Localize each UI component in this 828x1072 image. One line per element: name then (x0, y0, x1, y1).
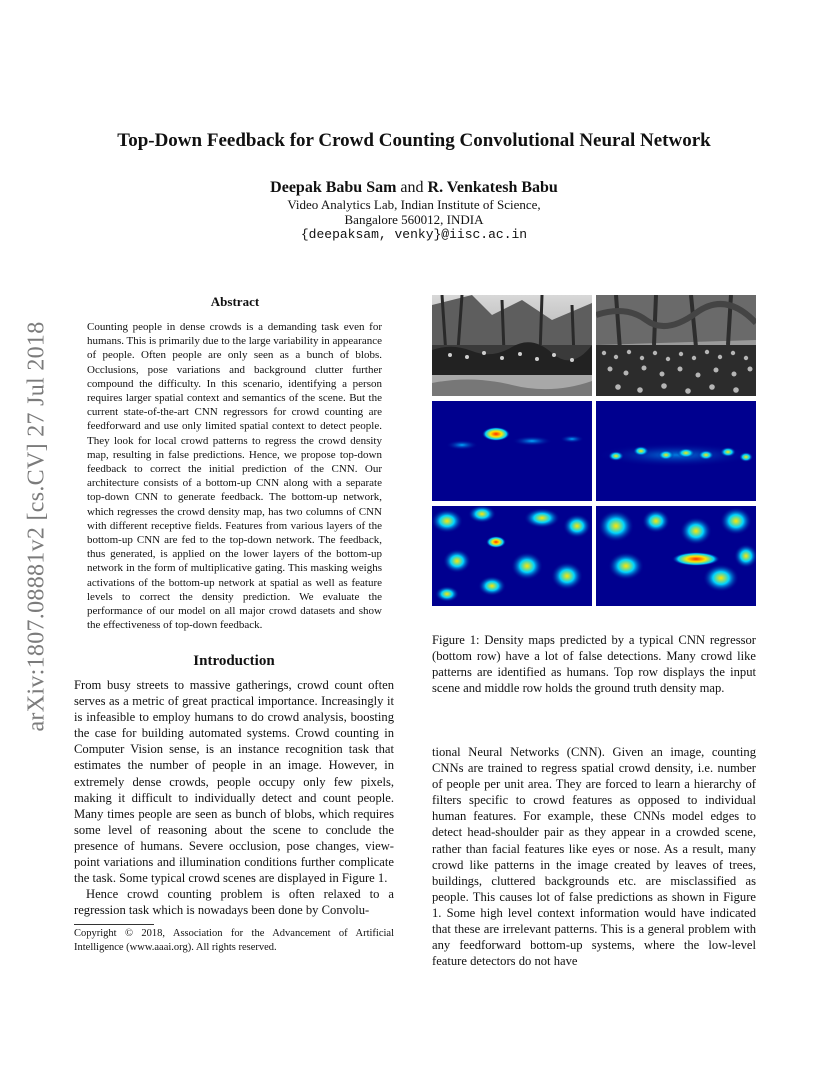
intro-paragraph-1: From busy streets to massive gatherings, crowd count often serves as a metric of great practical importance. Increasingly it is infeasible to employ humans to do crowd analysis, boosting the case for building automated systems. Crowd counting in Computer Vision sense, is an instance recognition task that estimates the number of people in an image. However, in extremely dense crowds, people occupy only few pixels, making it difficult to individually detect and count people. Many times people are seen as bunch of blobs, which requires some level of reasoning about the scene to conclude the presence of humans. Severe occlusion, pose changes, view-point variations and illumination conditions further complicate the task. Some typical crowd scenes are displayed in Figure 1. (74, 678, 394, 886)
ground-truth-density-left (432, 401, 592, 501)
paper-title: Top-Down Feedback for Crowd Counting Convolutional Neural Network (117, 130, 711, 151)
author-2: R. Venkatesh Babu (427, 179, 558, 196)
input-scene-right (596, 295, 756, 396)
footnote-rule (74, 924, 154, 925)
right-column-paragraph: tional Neural Networks (CNN). Given an image, counting CNNs are trained to regress spatial crowd density, i.e. number of people per unit area. They are forced to learn a hierarchy of filters specific to crowd features as opposed to individual human features. For example, these CNNs model edges to detect head-shoulder pair as they appear in a crowded scene, rather than facial features like eyes or nose. As a result, many crowd like patterns in the image created by leaves of trees, buildings, cluttered backgrounds etc. are misclassified as people. This causes lot of false predictions as shown in Figure 1. Some high level context information would have indicated that these are irrelevant patterns. This is a general problem with any feedforward bottom-up systems, where the low-level feature detectors do not have (432, 745, 756, 969)
author-line (0, 179, 828, 197)
input-scene-left (432, 295, 592, 396)
ground-truth-density-right (596, 401, 756, 501)
predicted-density-right (596, 506, 756, 606)
affiliation-line-1: Video Analytics Lab, Indian Institute of Science, (287, 197, 541, 212)
arxiv-identifier (22, 291, 52, 761)
author-conjunction: and (400, 179, 424, 196)
abstract-heading: Abstract (210, 294, 260, 309)
copyright-footnote: Copyright © 2018, Association for the Advancement of Artificial Intelligence (www.aaai.org). All rights reserved. (74, 928, 394, 953)
affiliation-line-2: Bangalore 560012, INDIA (344, 212, 484, 227)
introduction-heading: Introduction (193, 653, 275, 669)
arxiv-id-text: arXiv:1807.08881v2 [cs.CV] 27 Jul 2018 (23, 320, 50, 732)
abstract-body: Counting people in dense crowds is a demanding task even for humans. This is primarily due to the large variability in appearance of people. Often people are only seen as a bunch of blobs. Occlusions, pose variations and background clutter further compound the difficulty. In this scenario, identifying a person requires larger spatial context and semantics of the scene. But the current state-of-the-art CNN regressors for crowd counting are feedforward and use only limited spatial context to detect people. They look for local crowd patterns to regress the crowd density map, resulting in false predictions. Hence, we propose top-down feedback to correct the initial prediction of the CNN. Our architecture consists of a bottom-up CNN along with a separate top-down CNN to generate feedback. The bottom-up network, which regresses the crowd density map, has two columns of CNN with different receptive fields. Features from various layers of the bottom-up CNN are fed to the top-down network. The feedback, thus generated, is applied on the lower layers of the bottom-up network in the form of multiplicative gating. This masking weighs activations of the bottom-up network at spatial as well as feature levels to correct the density prediction. We evaluate the performance of our model on all major crowd datasets and show the effectiveness of top-down feedback. (87, 321, 382, 632)
figure-1-caption: Figure 1: Density maps predicted by a typical CNN regressor (bottom row) have a lot of false detections. Many crowd like patterns are identified as humans. Top row displays the input scene and middle row holds the ground truth density map. (432, 633, 756, 696)
author-1: Deepak Babu Sam (270, 179, 397, 196)
predicted-density-left (432, 506, 592, 606)
author-email: {deepaksam, venky}@iisc.ac.in (300, 227, 528, 242)
intro-paragraph-2: Hence crowd counting problem is often relaxed to a regression task which is nowadays been done by Convolu- (74, 887, 394, 918)
